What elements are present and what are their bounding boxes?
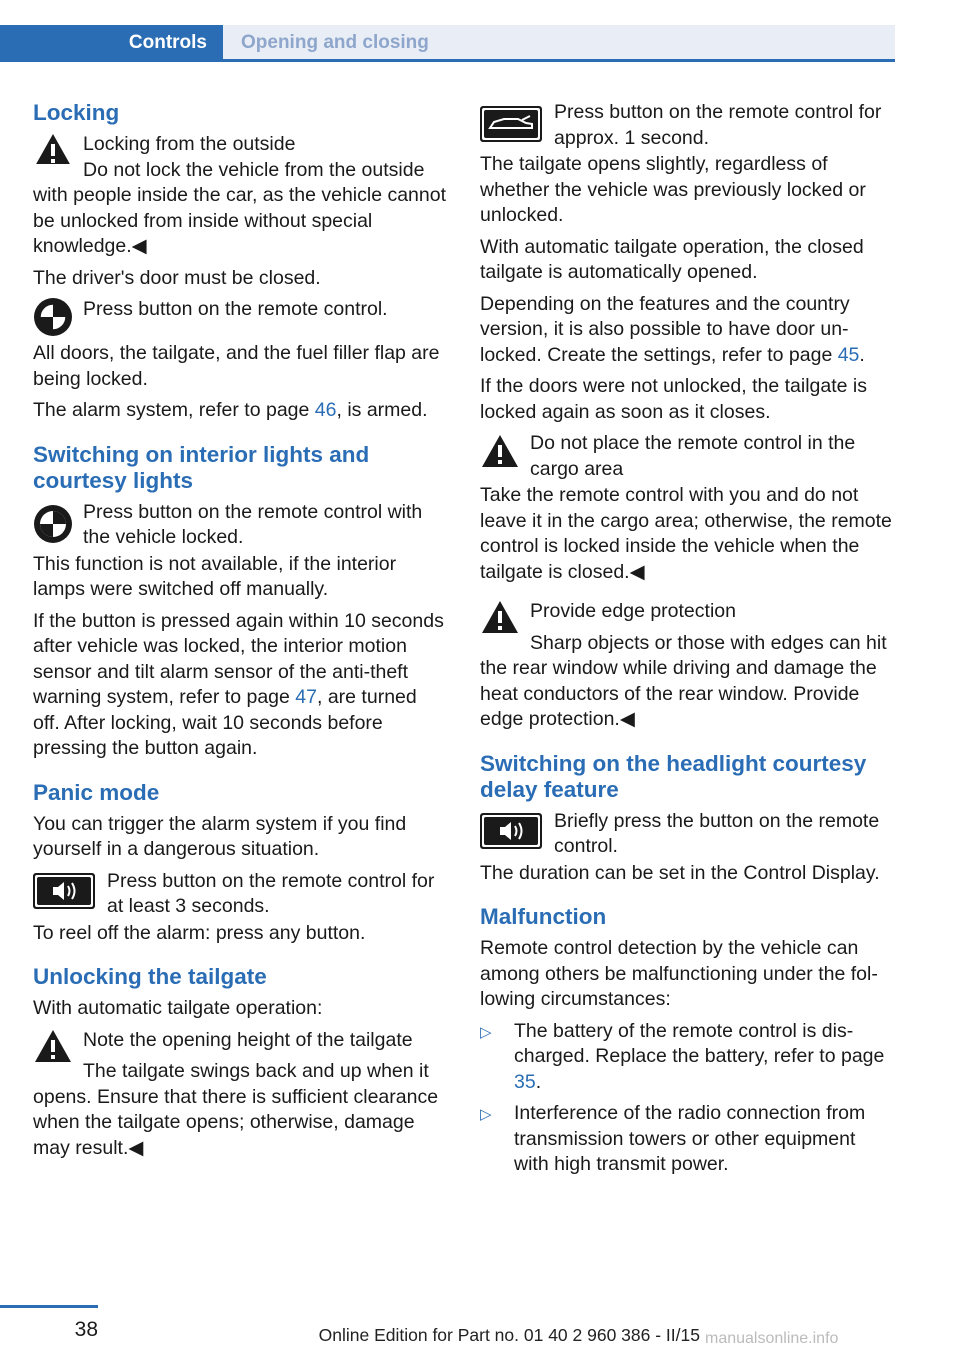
- footer-rule: [0, 1305, 98, 1308]
- instruction-text: Press button on the remote control with the vehicle locked.: [83, 500, 423, 548]
- warning-title: Locking from the outside: [83, 133, 296, 155]
- horn-button-icon: [33, 873, 95, 909]
- left-column: [33, 100, 448, 1167]
- warning-locking: [33, 132, 448, 164]
- paragraph: With automatic tailgate operation:: [33, 997, 323, 1019]
- instruction-text: Briefly press the button on the remote control.: [554, 809, 880, 857]
- list-item: ▷ The battery of the remote control is discharged. Replace the battery, refer to page 35.: [480, 1019, 885, 1093]
- warning-triangle-icon: [480, 599, 520, 635]
- watermark: manualsonline.info: [705, 1330, 839, 1347]
- header-rule: [0, 59, 895, 62]
- page-link[interactable]: 45: [837, 343, 860, 366]
- warning-title: Note the opening height of the tailgate: [83, 1028, 413, 1051]
- paragraph-lights-timing: If the button is pressed again within 10 seconds after vehicle was locked, the interior motion sensor and tilt alarm sensor of the anti-theft warning system, refer to page 47, are turned off. After locking, wait 10 seconds before pressing the button again.: [33, 609, 444, 759]
- subsection-tab: Opening and closing: [223, 25, 895, 61]
- warning-body: Sharp objects or those with edges can hit the rear window while driving and damage the heat conductors of the rear window. Provide edge protection.◀: [480, 631, 887, 730]
- bullet-triangle-icon: ▷: [480, 1023, 492, 1041]
- paragraph: This function is not available, if the interior lamps were switched off manually.: [33, 552, 397, 600]
- bmw-button-icon: [33, 504, 73, 544]
- bullet-triangle-icon: ▷: [480, 1106, 492, 1123]
- warning-edge-protection: [480, 599, 895, 733]
- warning-title: Do not place the remote control in the cargo area: [530, 432, 856, 480]
- page-link[interactable]: 46: [314, 399, 337, 421]
- warning-tailgate-height: [33, 1028, 448, 1162]
- heading-locking: Locking: [33, 100, 120, 125]
- page-link[interactable]: 35: [514, 1070, 536, 1093]
- paragraph: All doors, the tailgate, and the fuel filler flap are being locked.: [33, 342, 440, 390]
- paragraph: The driver's door must be closed.: [33, 266, 321, 289]
- bmw-button-icon: [33, 297, 73, 337]
- paragraph: If the doors were not unlocked, the tailgate is locked again as soon as it closes.: [480, 375, 867, 423]
- horn-button-icon: [480, 813, 542, 849]
- paragraph-door-unlock: Depending on the features and the country version, it is also possible to have door unlocked. Create the settings, refer to page 45.: [480, 292, 865, 366]
- page-link[interactable]: 47: [295, 686, 317, 708]
- instruction-text: Press button on the remote control.: [83, 298, 388, 320]
- warning-cargo-area: [480, 431, 895, 483]
- warning-triangle-icon: [33, 132, 73, 164]
- heading-unlocking-tailgate: Unlocking the tailgate: [33, 964, 267, 989]
- paragraph: The tailgate opens slightly, regardless of whether the vehicle was previously locked or unlocked.: [480, 153, 866, 226]
- right-column: [480, 100, 895, 1184]
- headlight-instruction: [480, 809, 895, 861]
- warning-triangle-icon: [33, 1028, 73, 1064]
- panic-instruction: [33, 869, 448, 921]
- warning-body: Do not lock the vehicle from the outside with people inside the car, as the vehicle cannot be unlocked from inside without special knowledge.◀: [33, 158, 447, 257]
- warning-body: Take the remote control with you and do not leave it in the cargo area; otherwise, the remote control is locked inside the vehicle when the tailgate is closed.◀: [480, 484, 892, 583]
- section-tab: Controls: [0, 25, 223, 61]
- tailgate-instruction: [480, 100, 895, 152]
- warning-triangle-icon: [480, 433, 520, 469]
- paragraph: With automatic tailgate operation, the closed tailgate is automatically opened.: [480, 235, 864, 283]
- page-number: 38: [74, 1318, 98, 1341]
- heading-headlight-courtesy: Switching on the headlight courtesy delay feature: [480, 750, 867, 802]
- warning-body: The tailgate swings back and up when it opens. Ensure that there is sufficient clearance when the tailgate opens; otherwise, damage may result.◀: [33, 1060, 439, 1159]
- paragraph: The duration can be set in the Control Display.: [480, 861, 880, 884]
- malfunction-list: [480, 1019, 895, 1178]
- instruction-text: Press button on the remote control for at least 3 seconds.: [107, 869, 435, 917]
- instruction-text: Press button on the remote control for approx. 1 second.: [554, 101, 882, 149]
- warning-title: Provide edge protection: [530, 600, 736, 622]
- edition-text: Online Edition for Part no. 01 40 2 960 386 - II/15: [318, 1325, 700, 1345]
- page-header: [0, 25, 895, 61]
- heading-malfunction: Malfunction: [480, 904, 607, 929]
- paragraph: To reel off the alarm: press any button.: [33, 921, 366, 944]
- paragraph: You can trigger the alarm system if you find yourself in a dangerous situation.: [33, 812, 407, 860]
- remote-lock-instruction: [33, 297, 448, 341]
- paragraph-alarm: The alarm system, refer to page 46, is armed.: [33, 399, 428, 421]
- heading-panic-mode: Panic mode: [33, 779, 160, 805]
- lights-instruction: [33, 500, 448, 552]
- tailgate-button-icon: [480, 106, 542, 142]
- paragraph: Remote control detection by the vehicle can among others be malfunctioning under the following circumstances:: [480, 937, 878, 1010]
- heading-interior-lights: Switching on interior lights and courtesy lights: [33, 441, 370, 493]
- list-item: ▷ Interference of the radio connection from transmission towers or other equipment with high transmit power.: [480, 1102, 866, 1175]
